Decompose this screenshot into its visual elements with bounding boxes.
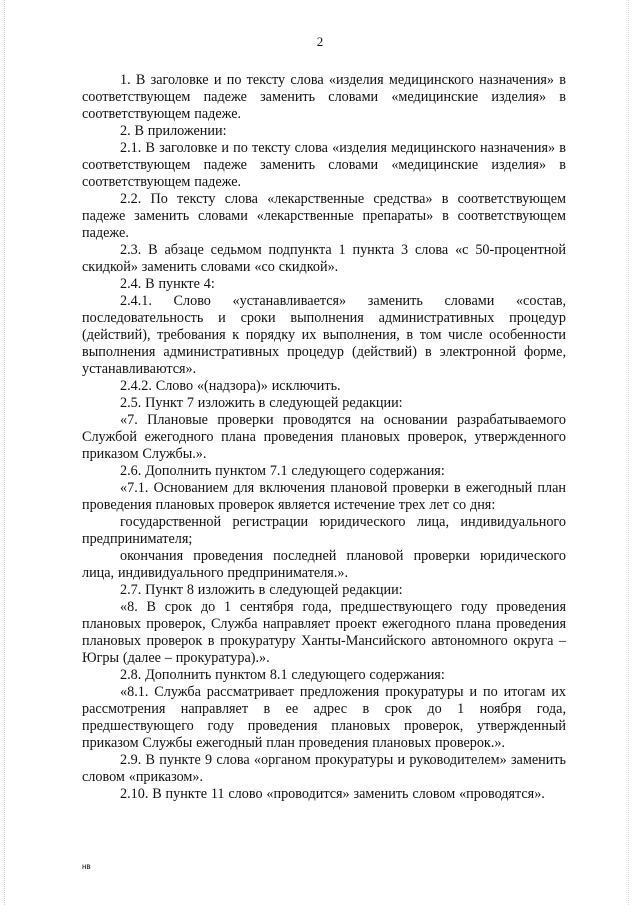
paragraph-2-1: 2.1. В заголовке и по тексту слова «изделия медицинского назначения» в соответствующем падеже заменить словами «медицинские изделия» в соответствующем падеже.: [82, 140, 566, 190]
quote-point-8: «8. В срок до 1 сентября года, предшествующего году проведения плановых проверок, Служба направляет проект ежегодного плана проведения плановых проверок в прокуратуру Ханты-Мансийского автономного округа – Югры (далее – прокуратура).».: [82, 599, 566, 666]
quote-point-7-1-item-1: государственной регистрации юридического лица, индивидуального предпринимателя;: [82, 514, 566, 547]
quote-point-7-1: «7.1. Основанием для включения плановой проверки в ежегодный план проведения плановых проверок является истечение трех лет со дня:: [82, 480, 566, 513]
scan-edge-left: [4, 0, 6, 905]
paragraph-2-8: 2.8. Дополнить пунктом 8.1 следующего содержания:: [120, 667, 445, 683]
paragraph-2-9: 2.9. В пункте 9 слова «органом прокуратуры и руководителем» заменить словом «приказом».: [82, 752, 566, 785]
page-number: 2: [316, 34, 324, 49]
paragraph-2-6: 2.6. Дополнить пунктом 7.1 следующего содержания:: [120, 463, 445, 479]
paragraph-2: 2. В приложении:: [120, 123, 227, 139]
paragraph-2-10: 2.10. В пункте 11 слово «проводится» заменить словом «проводятся».: [120, 786, 545, 802]
scan-edge-right: [628, 0, 630, 905]
quote-point-7-1-item-2: окончания проведения последней плановой проверки юридического лица, индивидуального предпринимателя.».: [82, 548, 566, 581]
paragraph-1: 1. В заголовке и по тексту слова «изделия медицинского назначения» в соответствующем падеже заменить словами «медицинские изделия» в соответствующем падеже.: [82, 72, 566, 122]
paragraph-2-3: 2.3. В абзаце седьмом подпункта 1 пункта 3 слова «с 50-процентной скидкой» заменить словами «со скидкой».: [82, 242, 566, 275]
footer-code: нв: [82, 862, 91, 871]
paragraph-2-2: 2.2. По тексту слова «лекарственные средства» в соответствующем падеже заменить словами «лекарственные препараты» в соответствующем падеже.: [82, 191, 566, 241]
paragraph-2-7: 2.7. Пункт 8 изложить в следующей редакции:: [120, 582, 403, 598]
quote-point-8-1: «8.1. Служба рассматривает предложения прокуратуры и по итогам их рассмотрения направляет в ее адрес в срок до 1 ноября года, предшествующего году проведения плановых проверок, утвержденный приказом Службы ежегодный план проведения плановых проверок.».: [82, 684, 566, 751]
paragraph-2-4-1: 2.4.1. Слово «устанавливается» заменить словами «состав, последовательность и сроки выполнения административных процедур (действий), требования к порядку их выполнения, в том числе особенности выполнения административных процедур (действий) в электронной форме, устанавливаются».: [82, 293, 566, 377]
paragraph-2-4: 2.4. В пункте 4:: [120, 276, 215, 292]
document-body: [82, 72, 566, 803]
paragraph-2-5: 2.5. Пункт 7 изложить в следующей редакции:: [120, 395, 403, 411]
quote-point-7: «7. Плановые проверки проводятся на основании разрабатываемого Службой ежегодного плана проведения плановых проверок, утвержденного приказом Службы.».: [82, 412, 566, 462]
paragraph-2-4-2: 2.4.2. Слово «(надзора)» исключить.: [120, 378, 341, 394]
